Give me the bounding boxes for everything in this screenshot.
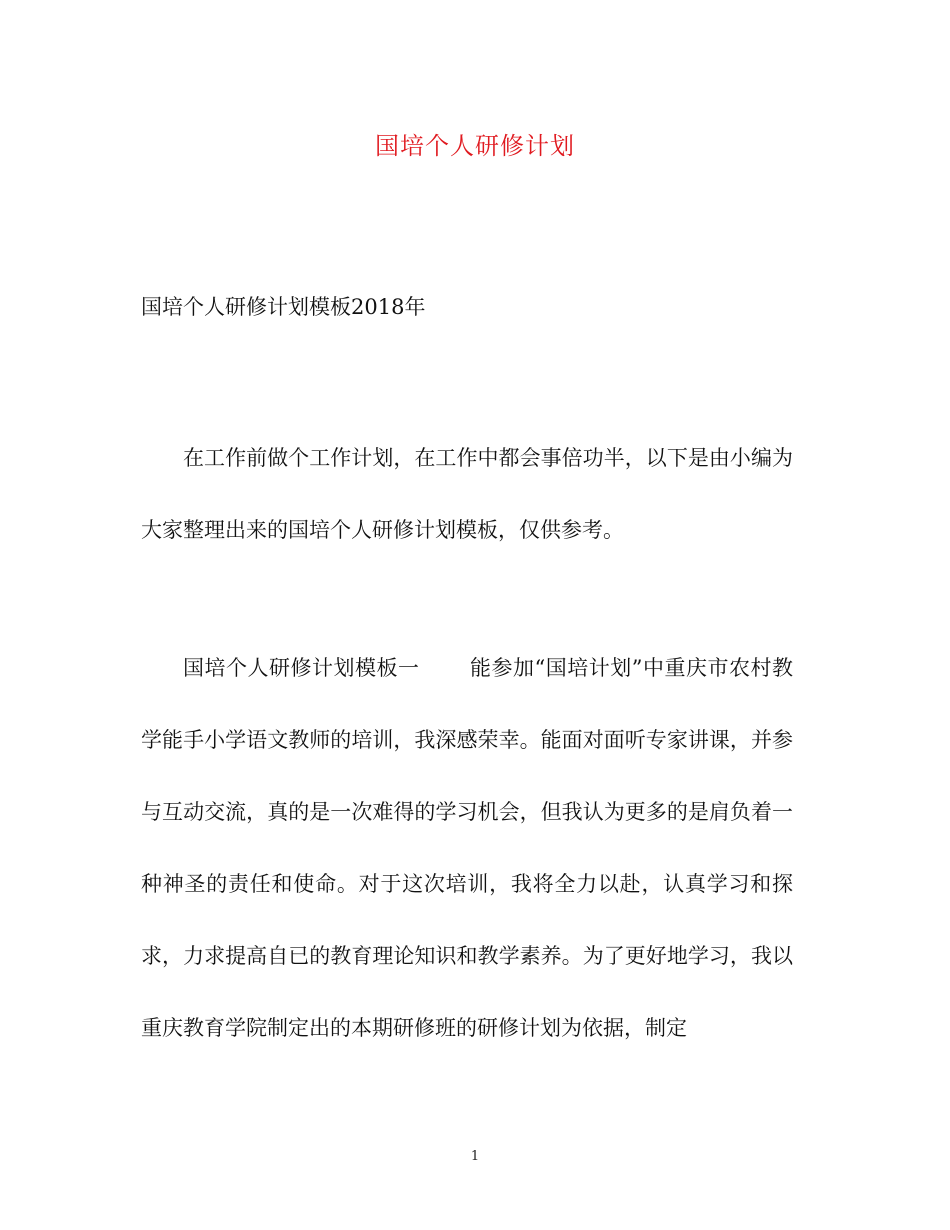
intro-paragraph [141,422,793,566]
plan-paragraph [141,632,793,1064]
intro-paragraph-text: 在工作前做个工作计划，在工作中都会事倍功半，以下是由小编为大家整理出来的国培个人研修计划模板，仅供参考。 [141,446,793,542]
page-number: 1 [470,1149,480,1164]
plan-body: 能参加“国培计划”中重庆市农村教学能手小学语文教师的培训，我深感荣幸。能面对面听专家讲课，并参与互动交流，真的是一次难得的学习机会，但我认为更多的是肩负着一种神圣的责任和使命。对于这次培训，我将全力以赴，认真学习和探求，力求提高自已的教育理论知识和教学素养。为了更好地学习，我以重庆教育学院制定出的本期研修班的研修计划为依据，制定 [141,656,793,1040]
document-subtitle: 国培个人研修计划模板2018年 [141,295,426,319]
plan-heading: 国培个人研修计划模板一 [183,656,420,680]
document-title: 国培个人研修计划 [375,132,575,160]
